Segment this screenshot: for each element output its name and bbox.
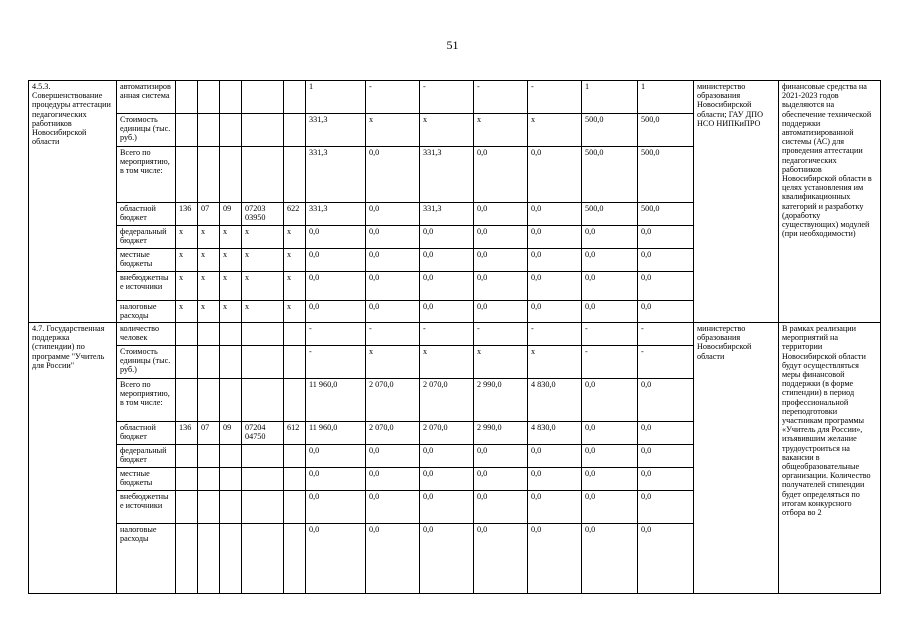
budget-code-cell: 622 [284,203,306,226]
value-cell: - [528,323,582,346]
value-cell: 0,0 [638,301,694,323]
budget-code-cell [220,491,242,524]
value-cell: 0,0 [474,249,528,272]
budget-code-cell: 09 [220,422,242,445]
budget-code-cell [284,323,306,346]
value-cell: 0,0 [528,226,582,249]
value-cell: 0,0 [306,468,366,491]
budget-code-cell: х [176,226,198,249]
value-cell: 0,0 [638,422,694,445]
value-cell: х [420,114,474,147]
value-cell: 0,0 [420,272,474,301]
budget-code-cell [284,491,306,524]
row-label: внебюджетные источники [117,491,176,524]
budget-code-cell [220,147,242,203]
value-cell: 2 070,0 [366,379,420,422]
budget-code-cell [284,346,306,379]
budget-code-cell: х [220,226,242,249]
budget-code-cell [198,114,220,147]
budget-code-cell: 07 [198,422,220,445]
budget-code-cell: х [198,226,220,249]
value-cell: 0,0 [638,226,694,249]
value-cell: 0,0 [582,272,638,301]
budget-code-cell [242,491,284,524]
budget-code-cell [284,147,306,203]
value-cell: 2 070,0 [366,422,420,445]
value-cell: 0,0 [306,445,366,468]
row-label: Всего по мероприятию, в том числе: [117,379,176,422]
executor-cell: министерство образования Новосибирской области; ГАУ ДПО НСО НИПКиПРО [694,81,779,323]
value-cell: 4 830,0 [528,422,582,445]
row-label: Стоимость единицы (тыс. руб.) [117,346,176,379]
value-cell: 0,0 [420,491,474,524]
value-cell: 0,0 [366,203,420,226]
row-label: Всего по мероприятию, в том числе: [117,147,176,203]
value-cell: 500,0 [582,114,638,147]
budget-code-cell: х [242,301,284,323]
value-cell: 0,0 [306,491,366,524]
value-cell: 0,0 [528,491,582,524]
value-cell: х [528,346,582,379]
note-cell: финансовые средства на 2021-2023 годов выделяются на обеспечение технической поддержки автоматизированной системы (АС) для проведения аттестации педагогических работников Новосибирской области в целях установления им квалификационных категорий и разработку (доработку существующих) модулей (при необходимости) [779,81,881,323]
budget-code-cell [242,468,284,491]
budget-code-cell [198,323,220,346]
value-cell: 0,0 [306,301,366,323]
budget-code-cell: х [284,272,306,301]
budget-code-cell [220,346,242,379]
value-cell: - [420,323,474,346]
row-label: федеральный бюджет [117,226,176,249]
value-cell: 0,0 [582,445,638,468]
row-label: местные бюджеты [117,468,176,491]
budget-code-cell [220,445,242,468]
budget-code-cell [220,379,242,422]
value-cell: 0,0 [582,422,638,445]
value-cell: 0,0 [528,445,582,468]
value-cell: - [582,323,638,346]
value-cell: - [306,346,366,379]
value-cell: х [528,114,582,147]
value-cell: 0,0 [582,249,638,272]
value-cell: 11 960,0 [306,379,366,422]
budget-code-cell: х [284,249,306,272]
value-cell: 331,3 [420,147,474,203]
budget-code-cell: 612 [284,422,306,445]
value-cell: 500,0 [582,147,638,203]
value-cell: 0,0 [420,226,474,249]
value-cell: 0,0 [474,147,528,203]
value-cell: - [582,346,638,379]
value-cell: - [366,81,420,114]
value-cell: 331,3 [306,203,366,226]
budget-code-cell: х [284,301,306,323]
value-cell: 0,0 [528,468,582,491]
value-cell: 331,3 [306,147,366,203]
budget-code-cell: 07204 04750 [242,422,284,445]
section-title: 4.5.3. Совершенствование процедуры аттестации педагогических работников Новосибирской области [29,81,117,323]
value-cell: 0,0 [420,468,474,491]
value-cell: 0,0 [420,445,474,468]
budget-code-cell: х [242,272,284,301]
budget-code-cell [176,147,198,203]
row-label: федеральный бюджет [117,445,176,468]
budget-code-cell: 07203 03950 [242,203,284,226]
value-cell: 2 990,0 [474,422,528,445]
budget-code-cell [220,114,242,147]
value-cell: 0,0 [366,524,420,594]
row-label: Стоимость единицы (тыс. руб.) [117,114,176,147]
value-cell: 11 960,0 [306,422,366,445]
value-cell: х [366,346,420,379]
value-cell: 0,0 [306,524,366,594]
value-cell: 0,0 [582,226,638,249]
value-cell: 500,0 [638,147,694,203]
budget-code-cell [242,379,284,422]
budget-code-cell: х [198,301,220,323]
budget-code-cell: х [220,301,242,323]
budget-code-cell [176,346,198,379]
budget-code-cell: х [242,249,284,272]
row-label: внебюджетные источники [117,272,176,301]
value-cell: 0,0 [474,272,528,301]
value-cell: 2 990,0 [474,379,528,422]
value-cell: 0,0 [528,203,582,226]
value-cell: 2 070,0 [420,379,474,422]
value-cell: - [528,81,582,114]
budget-code-cell [242,524,284,594]
note-cell: В рамках реализации мероприятий на территории Новосибирской области будут осуществляться меры финансовой поддержки (в форме стипендии) в период профессиональной переподготовки участникам программы «Учитель для России», изъявившим желание трудоустроиться на вакансии в общеобразовательные организации. Количество получателей стипендии будет определяться по итогам конкурсного отбора во 2 [779,323,881,594]
budget-code-cell: х [176,272,198,301]
value-cell: 0,0 [474,468,528,491]
row-label: количество человек [117,323,176,346]
value-cell: х [420,346,474,379]
value-cell: 331,3 [420,203,474,226]
budget-code-cell [220,81,242,114]
row-label: областной бюджет [117,203,176,226]
row-label: налоговые расходы [117,524,176,594]
budget-code-cell [198,379,220,422]
value-cell: 0,0 [474,301,528,323]
value-cell: 0,0 [528,249,582,272]
value-cell: 331,3 [306,114,366,147]
value-cell: 0,0 [420,524,474,594]
executor-cell: министерство образования Новосибирской области [694,323,779,594]
value-cell: 0,0 [474,226,528,249]
budget-code-cell: х [220,249,242,272]
table-row [29,81,881,114]
value-cell: 0,0 [474,445,528,468]
budget-code-cell [198,524,220,594]
value-cell: - [306,323,366,346]
budget-code-cell [198,468,220,491]
value-cell: 0,0 [366,249,420,272]
budget-code-cell [176,323,198,346]
value-cell: 0,0 [366,226,420,249]
budget-code-cell: х [284,226,306,249]
budget-code-cell [198,491,220,524]
value-cell: 0,0 [638,468,694,491]
budget-code-cell [242,147,284,203]
budget-code-cell [284,379,306,422]
budget-code-cell [198,147,220,203]
value-cell: х [366,114,420,147]
value-cell: 0,0 [638,249,694,272]
value-cell: 500,0 [638,114,694,147]
budget-code-cell [220,468,242,491]
value-cell: - [638,346,694,379]
budget-code-cell: х [242,226,284,249]
value-cell: х [474,114,528,147]
budget-code-cell [176,468,198,491]
value-cell: 0,0 [306,249,366,272]
value-cell: 0,0 [582,301,638,323]
value-cell: - [420,81,474,114]
value-cell: 0,0 [582,379,638,422]
budget-code-cell: х [220,272,242,301]
value-cell: 0,0 [638,272,694,301]
budget-code-cell [176,81,198,114]
budget-code-cell [242,445,284,468]
value-cell: 0,0 [528,147,582,203]
value-cell: 0,0 [366,468,420,491]
value-cell: - [474,323,528,346]
value-cell: 0,0 [474,491,528,524]
budget-code-cell: 09 [220,203,242,226]
value-cell: 0,0 [638,524,694,594]
budget-code-cell [242,323,284,346]
value-cell: 0,0 [638,491,694,524]
budget-code-cell [176,524,198,594]
value-cell: 0,0 [366,445,420,468]
section-title: 4.7. Государственная поддержка (стипендии) по программе "Учитель для России" [29,323,117,594]
value-cell: 0,0 [420,301,474,323]
value-cell: 500,0 [638,203,694,226]
value-cell: - [366,323,420,346]
value-cell: 1 [582,81,638,114]
budget-code-cell [176,445,198,468]
budget-code-cell [176,491,198,524]
budget-code-cell [242,81,284,114]
value-cell: 0,0 [582,491,638,524]
value-cell: 0,0 [582,468,638,491]
budget-code-cell [284,81,306,114]
value-cell: 0,0 [306,226,366,249]
budget-code-cell: х [198,249,220,272]
budget-code-cell [284,524,306,594]
value-cell: 500,0 [582,203,638,226]
row-label: местные бюджеты [117,249,176,272]
row-label: налоговые расходы [117,301,176,323]
budget-table [28,80,881,594]
value-cell: 0,0 [366,272,420,301]
value-cell: 0,0 [474,524,528,594]
value-cell: х [474,346,528,379]
budget-code-cell [198,445,220,468]
budget-code-cell [176,114,198,147]
budget-code-cell [284,114,306,147]
value-cell: 0,0 [582,524,638,594]
budget-code-cell [284,468,306,491]
page-number: 51 [446,38,459,52]
value-cell: 1 [638,81,694,114]
table-row [29,323,881,346]
row-label: автоматизированная система [117,81,176,114]
budget-code-cell [220,323,242,346]
budget-code-cell: х [176,249,198,272]
row-label: областной бюджет [117,422,176,445]
value-cell: 0,0 [366,301,420,323]
budget-code-cell [284,445,306,468]
budget-code-cell: 136 [176,203,198,226]
budget-code-cell: х [176,301,198,323]
value-cell: 0,0 [528,524,582,594]
value-cell: 0,0 [474,203,528,226]
value-cell: 0,0 [366,491,420,524]
value-cell: 0,0 [420,249,474,272]
value-cell: 0,0 [528,272,582,301]
budget-code-cell: 136 [176,422,198,445]
value-cell: 4 830,0 [528,379,582,422]
budget-code-cell [242,346,284,379]
budget-code-cell [198,81,220,114]
value-cell: 0,0 [366,147,420,203]
budget-code-cell [198,346,220,379]
budget-code-cell [242,114,284,147]
budget-code-cell: х [198,272,220,301]
value-cell: - [474,81,528,114]
value-cell: 0,0 [528,301,582,323]
value-cell: - [638,323,694,346]
budget-code-cell [220,524,242,594]
value-cell: 2 070,0 [420,422,474,445]
value-cell: 0,0 [306,272,366,301]
value-cell: 0,0 [638,379,694,422]
value-cell: 0,0 [638,445,694,468]
value-cell: 1 [306,81,366,114]
budget-code-cell [176,379,198,422]
budget-code-cell: 07 [198,203,220,226]
